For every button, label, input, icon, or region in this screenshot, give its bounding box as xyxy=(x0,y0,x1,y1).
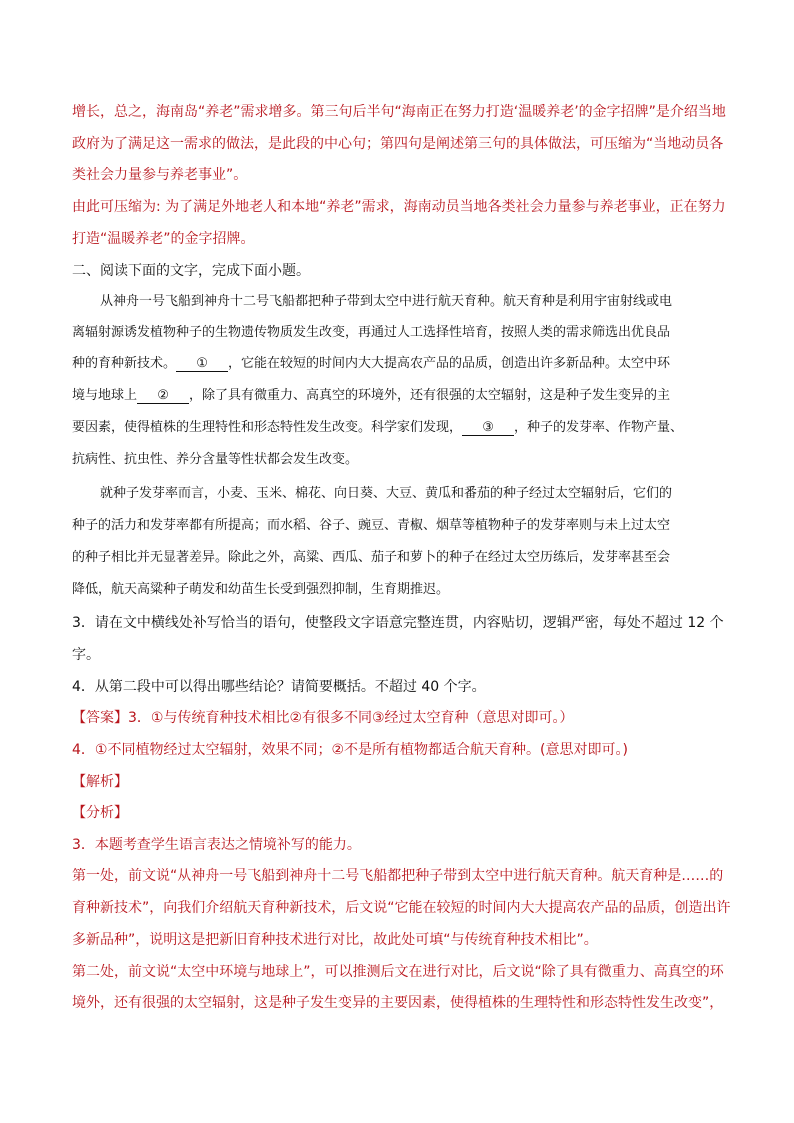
explanation-line: 育种新技术”，向我们介绍航天育种新技术，后文说“它能在较短的时间内大大提高农产品的品质，创造出许 xyxy=(72,900,731,916)
section-heading: 二、阅读下面的文字，完成下面小题。 xyxy=(72,263,310,279)
explanation-line: 境外，还有很强的太空辐射，这是种子发生变异的主要因素，使得植株的生理特性和形态特性发生改变”， xyxy=(72,995,724,1011)
answer-tag: 【答案】 xyxy=(72,710,128,726)
explanation-line: 3．本题考查学生语言表达之情境补写的能力。 xyxy=(72,837,361,853)
passage-text: 种的育种新技术。 xyxy=(72,356,177,371)
answer-line xyxy=(72,708,574,728)
question-3-cont: 字。 xyxy=(72,647,100,663)
passage-line: 种子的活力和发芽率都有所提高；而水稻、谷子、豌豆、青椒、烟草等植物种子的发芽率则与未上过太空 xyxy=(72,518,671,533)
question-4: 4．从第二段中可以得出哪些结论？请简要概括。不超过 40 个字。 xyxy=(72,679,486,695)
passage-line xyxy=(72,418,683,438)
passage-line: 的种子相比并无显著差异。除此之外，高粱、西瓜、茄子和萝卜的种子在经过太空历练后，发芽率甚至会 xyxy=(72,550,671,565)
conclusion-line: 打造“温暖养老”的金字招牌。 xyxy=(72,231,255,247)
fenxi-tag: 【分析】 xyxy=(72,805,128,821)
passage-line xyxy=(72,386,670,406)
passage-text: ，种子的发芽率、作物产量、 xyxy=(514,420,684,435)
summary-line: 政府为了满足这一需求的做法，是此段的中心句；第四句是阐述第三句的具体做法，可压缩为“当地动员各 xyxy=(72,136,724,152)
passage-text: 境与地球上 xyxy=(72,388,138,403)
fill-blank-3: ③ xyxy=(462,420,514,436)
answer-4: 4．①不同植物经过太空辐射，效果不同；②不是所有植物都适合航天育种。(意思对即可。) xyxy=(72,742,628,758)
fill-blank-1: ① xyxy=(176,356,228,372)
passage-text: ，它能在较短的时间内大大提高农产品的品质，创造出许多新品种。太空中环 xyxy=(228,356,671,371)
conclusion-line: 由此可压缩为: 为了满足外地老人和本地“养老”需求，海南动员当地各类社会力量参与养老事业，正在努力 xyxy=(72,199,726,215)
passage-line: 从神舟一号飞船到神舟十二号飞船都把种子带到太空中进行航天育种。航天育种是利用宇宙射线或电 xyxy=(100,294,673,309)
explanation-line: 第一处，前文说“从神舟一号飞船到神舟十二号飞船都把种子带到太空中进行航天育种。航天育种是……的 xyxy=(72,868,724,884)
analysis-tag: 【解析】 xyxy=(72,774,128,790)
passage-line: 降低，航天高粱种子萌发和幼苗生长受到强烈抑制，生育期推迟。 xyxy=(72,582,450,597)
answer-3: 3．①与传统育种技术相比②有很多不同③经过太空育种（意思对即可。） xyxy=(128,710,574,726)
passage-line: 离辐射源诱发植物种子的生物遗传物质发生改变，再通过人工选择性培育，按照人类的需求筛选出优良品 xyxy=(72,325,671,340)
summary-line: 类社会力量参与养老事业”。 xyxy=(72,167,248,183)
passage-line: 就种子发芽率而言，小麦、玉米、棉花、向日葵、大豆、黄瓜和番茄的种子经过太空辐射后，它们的 xyxy=(100,486,673,501)
passage-text: 要因素，使得植株的生理特性和形态特性发生改变。科学家们发现， xyxy=(72,420,463,435)
summary-line: 增长，总之，海南岛“养老”需求增多。第三句后半句“海南正在努力打造‘温暖养老’的金字招牌”是介绍当地 xyxy=(72,104,726,120)
passage-line: 抗病性、抗虫性、养分含量等性状都会发生改变。 xyxy=(72,452,359,467)
fill-blank-2: ② xyxy=(137,388,189,404)
passage-text: ，除了具有微重力、高真空的环境外，还有很强的太空辐射，这是种子发生变异的主 xyxy=(189,388,671,403)
explanation-line: 多新品种”，说明这是把新旧育种技术进行对比，故此处可填“与传统育种技术相比”。 xyxy=(72,932,598,948)
passage-line xyxy=(72,354,670,374)
explanation-line: 第二处，前文说“太空中环境与地球上”，可以推测后文在进行对比，后文说“除了具有微重力、高真空的环 xyxy=(72,964,724,980)
question-3: 3．请在文中横线处补写恰当的语句，使整段文字语意完整连贯，内容贴切，逻辑严密，每处不超过 12 个 xyxy=(72,615,724,631)
